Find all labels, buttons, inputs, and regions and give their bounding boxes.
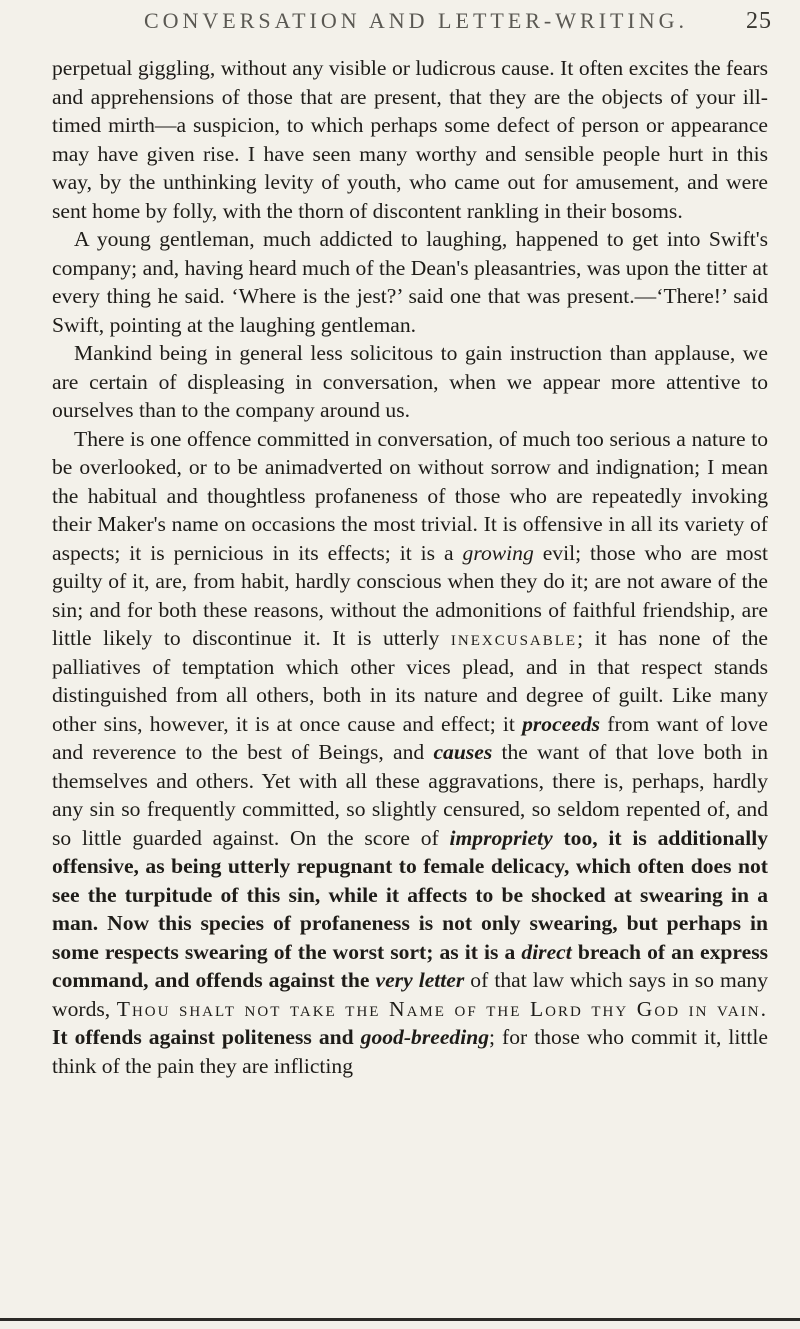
emphasis-growing: growing [462, 540, 534, 565]
page-header [70, 4, 772, 38]
text-run: of that law which says in so many words, [52, 968, 768, 1021]
text-run: ; it has none of the palliatives of temptation which other vices plead, and in that respect stands distinguished from all others, both in its nature and degree of guilt. Like many other sins, however, it is at once cause and effect; it [52, 626, 768, 736]
emphasis-causes: causes [433, 740, 493, 764]
emphasis-inexcusable: inexcusable [450, 626, 578, 650]
emphasis-direct: direct [521, 939, 572, 964]
page-number: 25 [746, 8, 772, 34]
text-run: breach of an express command, and offends against the [52, 939, 768, 992]
bottom-rule [0, 1318, 800, 1321]
paragraph: A young gentleman, much addicted to laughing, happened to get into Swift's company; and, having heard much of the Dean's pleasantries, was upon the titter at every thing he said. ‘Where is the jest?’ said one that was present.—‘There!’ said Swift, pointing at the laughing gentleman. [52, 227, 768, 337]
paragraph [52, 425, 768, 1081]
text-run: There is one offence committed in conversation, of much too serious a nature to be overlooked, or to be animadverted on without sorrow and indignation; I mean the habitual and thoughtless profaneness of those who are repeatedly invoking their Maker's name on occasions the most trivial. It is offensive in all its variety of aspects; it is pernicious in its effects; it is a [52, 426, 768, 565]
paragraph: perpetual giggling, without any visible or ludicrous cause. It often excites the fears and apprehensions of those that are present, that they are the objects of your ill-timed mirth—a suspicion, to which perhaps some defect of person or appearance may have given rise. I have seen many worthy and sensible people hurt in this way, by the unthinking levity of youth, who came out for amusement, and were sent home by folly, with the thorn of discontent rankling in their bosoms. [52, 56, 768, 223]
text-run: It offends against politeness and [52, 1025, 361, 1049]
emphasis-proceeds: proceeds [522, 711, 601, 736]
text-run: from want of love and reverence to the best of Beings, and [52, 711, 768, 764]
text-run: ; for those who commit it, little think of the pain they are inflicting [52, 1025, 769, 1078]
emphasis-good-breeding: good-breeding [360, 1025, 490, 1049]
body-text [52, 54, 768, 1080]
emphasis-impropriety: impropriety [449, 825, 553, 850]
text-run: the want of that love both in themselves and others. Yet with all these aggravations, there is, perhaps, hardly any sin so frequently committed, so slightly censured, so seldom repented of, and so little guarded against. On the score of [52, 740, 768, 850]
text-run: evil; those who are most guilty of it, are, from habit, hardly conscious when they do it; are not aware of the sin; and for both these reasons, without the admonitions of faithful friendship, are little likely to discontinue it. It is utterly [52, 540, 769, 650]
text-run: too, it is additionally offensive, as being utterly repugnant to female delicacy, which often does not see the turpitude of this sin, while it affects to be shocked at swearing in a man. Now this species of profaneness is not only swearing, but perhaps in some respects swearing of the worst sort; as it is a [52, 825, 768, 964]
emphasis-very-letter: very letter [375, 968, 465, 992]
paragraph: Mankind being in general less solicitous to gain instruction than applause, we are certain of displeasing in conversation, when we appear more attentive to ourselves than to the company around us. [52, 341, 768, 422]
running-title: CONVERSATION AND LETTER-WRITING. [143, 8, 689, 33]
commandment-quote: Thou shalt not take the Name of the Lord thy God in vain. [116, 996, 768, 1021]
